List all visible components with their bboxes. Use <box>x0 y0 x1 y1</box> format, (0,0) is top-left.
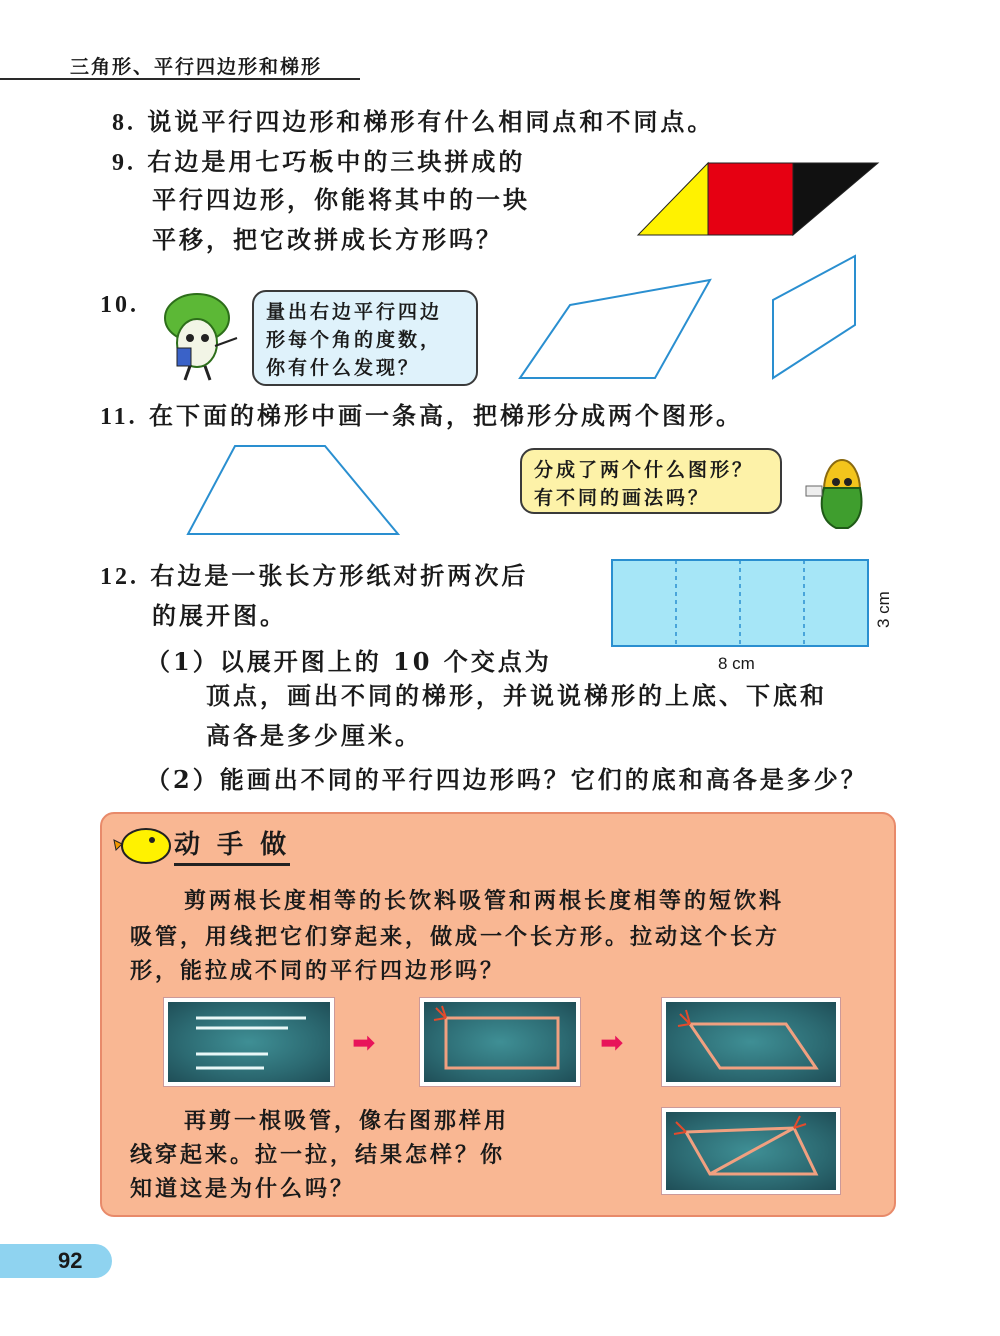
header-rule <box>0 78 360 80</box>
bubble-line: 你有什么发现？ <box>266 357 421 379</box>
chapter-title: 三角形、平行四边形和梯形 <box>70 56 323 78</box>
sub-text: 能画出不同的平行四边形吗？它们的底和高各是多少？ <box>219 765 868 794</box>
question-9 <box>112 142 525 183</box>
red-square <box>708 163 793 235</box>
question-11 <box>100 396 743 437</box>
question-line: 右边是用七巧板中的三块拼成的 <box>147 147 526 176</box>
triangle-straws-illustration <box>666 1112 836 1190</box>
sub-line: 顶点，画出不同的梯形，并说说梯形的上底、下底和 <box>206 681 827 710</box>
cabbage-mascot-icon <box>155 288 245 383</box>
rectangle-straws-photo <box>420 998 580 1086</box>
parallelogram-wide <box>520 280 710 378</box>
corn-mascot-icon <box>800 448 880 533</box>
paragraph-line: 吸管，用线把它们穿起来，做成一个长方形。拉动这个长方 <box>130 924 781 950</box>
bubble-line: 量出右边平行四边 <box>266 301 443 323</box>
height-label: 3 cm <box>874 591 893 628</box>
parallelogram-tall <box>773 256 855 378</box>
chick-icon <box>112 822 176 866</box>
black-triangle <box>793 163 878 235</box>
question-number: 8. <box>112 110 136 136</box>
folded-paper-diagram <box>610 558 872 650</box>
speech-bubble <box>520 448 782 514</box>
bubble-line: 分成了两个什么图形？ <box>534 459 755 481</box>
yellow-triangle <box>638 163 708 235</box>
sub-line: 高各是多少厘米。 <box>206 721 422 750</box>
parallelogram-straws-illustration <box>666 1002 836 1082</box>
question-number: 12. <box>100 564 139 590</box>
question-number: 10. <box>100 292 139 318</box>
tangram-parallelogram <box>630 155 890 245</box>
trapezoid <box>188 446 398 534</box>
question-text: 说说平行四边形和梯形有什么相同点和不同点。 <box>147 107 715 136</box>
speech-bubble <box>252 290 478 386</box>
question-line: 平行四边形，你能将其中的一块 <box>152 185 530 214</box>
width-label: 8 cm <box>718 654 755 673</box>
triangle-straws-photo <box>662 1108 840 1194</box>
question-line: 的展开图。 <box>152 601 287 630</box>
parallelogram-figures <box>515 250 865 385</box>
straws-illustration <box>168 1002 330 1082</box>
sub-label: （2） <box>146 765 220 794</box>
question-line: 右边是一张长方形纸对折两次后 <box>150 561 529 590</box>
question-line: 平移，把它改拼成长方形吗？ <box>152 225 503 254</box>
sub-line: 以展开图上的 10 个交点为 <box>219 647 552 676</box>
bubble-line: 有不同的画法吗？ <box>534 487 711 509</box>
paragraph-line: 再剪一根吸管，像右图那样用 <box>184 1108 510 1134</box>
question-number: 9. <box>112 150 136 176</box>
question-number: 11. <box>100 404 138 430</box>
trapezoid-figure <box>180 440 410 540</box>
paragraph-line: 知道这是为什么吗？ <box>130 1176 356 1202</box>
paragraph-line: 形，能拉成不同的平行四边形吗？ <box>130 958 506 984</box>
question-12 <box>100 556 528 597</box>
hands-on-title: 动 手 做 <box>174 824 290 866</box>
question-text: 在下面的梯形中画一条高，把梯形分成两个图形。 <box>149 401 744 430</box>
straws-photo <box>164 998 334 1086</box>
arrow-icon: ➡ <box>352 1026 376 1059</box>
paragraph-line: 线穿起来。拉一拉，结果怎样？你 <box>130 1142 506 1168</box>
question-8 <box>112 102 714 143</box>
question-10 <box>100 284 139 325</box>
arrow-icon: ➡ <box>600 1026 624 1059</box>
parallelogram-straws-photo <box>662 998 840 1086</box>
page-number: 92 <box>0 1244 112 1278</box>
sub-label: （1） <box>146 647 220 676</box>
rectangle-straws-illustration <box>424 1002 576 1082</box>
sub-question-2 <box>146 760 868 800</box>
paragraph-line: 剪两根长度相等的长饮料吸管和两根长度相等的短饮料 <box>184 888 785 914</box>
bubble-line: 形每个角的度数， <box>266 329 443 351</box>
